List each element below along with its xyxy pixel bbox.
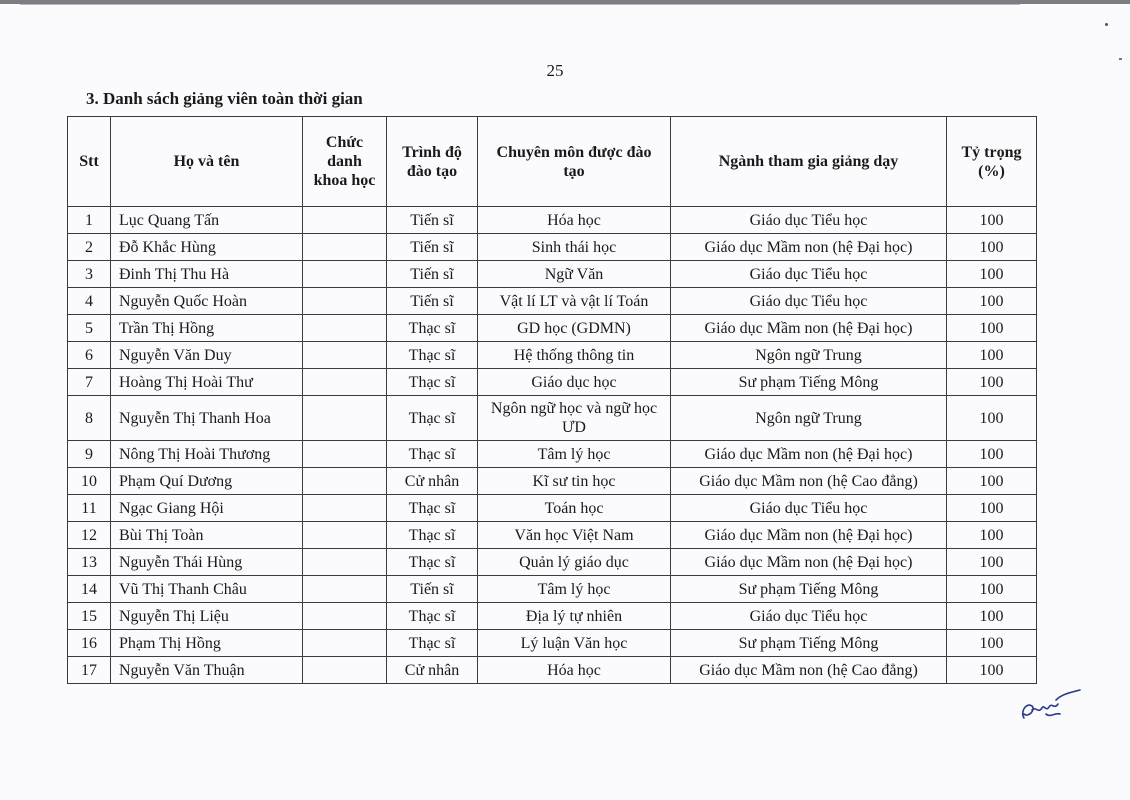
cell-stt: 11 xyxy=(68,495,111,522)
table-row xyxy=(68,630,1037,657)
cell-academic-title xyxy=(303,630,387,657)
table-header-row xyxy=(68,117,1037,207)
cell-teaching-field: Giáo dục Mầm non (hệ Đại học) xyxy=(671,522,947,549)
cell-stt: 4 xyxy=(68,288,111,315)
cell-specialty: Toán học xyxy=(478,495,671,522)
table-row xyxy=(68,657,1037,684)
cell-degree: Thạc sĩ xyxy=(387,630,478,657)
cell-ratio: 100 xyxy=(947,657,1037,684)
cell-name: Phạm Quí Dương xyxy=(111,468,303,495)
cell-name: Trần Thị Hồng xyxy=(111,315,303,342)
faculty-table xyxy=(67,116,1037,684)
table-row xyxy=(68,495,1037,522)
cell-specialty: Kĩ sư tin học xyxy=(478,468,671,495)
header-teaching-field: Ngành tham gia giảng dạy xyxy=(671,117,947,207)
cell-name: Lục Quang Tấn xyxy=(111,207,303,234)
cell-teaching-field: Giáo dục Mầm non (hệ Đại học) xyxy=(671,441,947,468)
cell-academic-title xyxy=(303,288,387,315)
cell-academic-title xyxy=(303,522,387,549)
cell-degree: Thạc sĩ xyxy=(387,549,478,576)
cell-specialty: Ngữ Văn xyxy=(478,261,671,288)
cell-academic-title xyxy=(303,342,387,369)
cell-specialty: Tâm lý học xyxy=(478,576,671,603)
cell-stt: 5 xyxy=(68,315,111,342)
cell-stt: 6 xyxy=(68,342,111,369)
cell-ratio: 100 xyxy=(947,522,1037,549)
cell-academic-title xyxy=(303,576,387,603)
cell-ratio: 100 xyxy=(947,549,1037,576)
table-row xyxy=(68,396,1037,441)
cell-ratio: 100 xyxy=(947,369,1037,396)
cell-name: Hoàng Thị Hoài Thư xyxy=(111,369,303,396)
table-row xyxy=(68,549,1037,576)
cell-academic-title xyxy=(303,369,387,396)
table-row xyxy=(68,522,1037,549)
cell-teaching-field: Giáo dục Tiểu học xyxy=(671,261,947,288)
cell-teaching-field: Giáo dục Mầm non (hệ Đại học) xyxy=(671,315,947,342)
cell-ratio: 100 xyxy=(947,468,1037,495)
header-stt: Stt xyxy=(68,117,111,207)
cell-teaching-field: Sư phạm Tiếng Mông xyxy=(671,576,947,603)
cell-ratio: 100 xyxy=(947,261,1037,288)
cell-stt: 14 xyxy=(68,576,111,603)
cell-ratio: 100 xyxy=(947,288,1037,315)
cell-specialty: Lý luận Văn học xyxy=(478,630,671,657)
table-row xyxy=(68,288,1037,315)
cell-name: Đỗ Khắc Hùng xyxy=(111,234,303,261)
cell-specialty: Địa lý tự nhiên xyxy=(478,603,671,630)
cell-teaching-field: Giáo dục Tiểu học xyxy=(671,207,947,234)
cell-specialty: Ngôn ngữ học và ngữ học ƯD xyxy=(478,396,671,441)
cell-specialty: Quản lý giáo dục xyxy=(478,549,671,576)
scan-speck xyxy=(1105,23,1108,26)
cell-stt: 8 xyxy=(68,396,111,441)
cell-degree: Cử nhân xyxy=(387,468,478,495)
cell-teaching-field: Giáo dục Tiểu học xyxy=(671,495,947,522)
page-number: 25 xyxy=(546,61,564,80)
cell-stt: 10 xyxy=(68,468,111,495)
scan-edge-line xyxy=(20,4,1020,5)
cell-name: Nguyễn Thị Thanh Hoa xyxy=(111,396,303,441)
cell-specialty: Hệ thống thông tin xyxy=(478,342,671,369)
cell-stt: 2 xyxy=(68,234,111,261)
cell-specialty: Vật lí LT và vật lí Toán xyxy=(478,288,671,315)
table-row xyxy=(68,234,1037,261)
cell-academic-title xyxy=(303,495,387,522)
table-row xyxy=(68,369,1037,396)
cell-ratio: 100 xyxy=(947,495,1037,522)
cell-stt: 15 xyxy=(68,603,111,630)
cell-stt: 3 xyxy=(68,261,111,288)
cell-ratio: 100 xyxy=(947,576,1037,603)
cell-degree: Tiến sĩ xyxy=(387,234,478,261)
cell-stt: 13 xyxy=(68,549,111,576)
header-academic-title: Chức danh khoa học xyxy=(303,117,387,207)
cell-teaching-field: Ngôn ngữ Trung xyxy=(671,396,947,441)
cell-teaching-field: Giáo dục Tiểu học xyxy=(671,603,947,630)
cell-academic-title xyxy=(303,549,387,576)
cell-name: Nguyễn Thị Liệu xyxy=(111,603,303,630)
cell-stt: 9 xyxy=(68,441,111,468)
cell-degree: Thạc sĩ xyxy=(387,396,478,441)
cell-specialty: Sinh thái học xyxy=(478,234,671,261)
cell-teaching-field: Ngôn ngữ Trung xyxy=(671,342,947,369)
cell-name: Nguyễn Thái Hùng xyxy=(111,549,303,576)
table-row xyxy=(68,315,1037,342)
cell-ratio: 100 xyxy=(947,603,1037,630)
cell-ratio: 100 xyxy=(947,315,1037,342)
cell-degree: Thạc sĩ xyxy=(387,495,478,522)
cell-teaching-field: Sư phạm Tiếng Mông xyxy=(671,369,947,396)
header-specialty: Chuyên môn được đào tạo xyxy=(478,117,671,207)
cell-academic-title xyxy=(303,468,387,495)
cell-academic-title xyxy=(303,207,387,234)
scan-speck xyxy=(1119,58,1122,60)
cell-degree: Thạc sĩ xyxy=(387,522,478,549)
cell-academic-title xyxy=(303,396,387,441)
cell-degree: Tiến sĩ xyxy=(387,576,478,603)
cell-degree: Thạc sĩ xyxy=(387,441,478,468)
cell-degree: Tiến sĩ xyxy=(387,261,478,288)
cell-stt: 16 xyxy=(68,630,111,657)
cell-stt: 17 xyxy=(68,657,111,684)
cell-academic-title xyxy=(303,261,387,288)
cell-ratio: 100 xyxy=(947,396,1037,441)
cell-name: Đinh Thị Thu Hà xyxy=(111,261,303,288)
cell-degree: Tiến sĩ xyxy=(387,207,478,234)
table-row xyxy=(68,468,1037,495)
cell-specialty: Giáo dục học xyxy=(478,369,671,396)
cell-teaching-field: Giáo dục Mầm non (hệ Cao đẳng) xyxy=(671,468,947,495)
cell-teaching-field: Giáo dục Tiểu học xyxy=(671,288,947,315)
cell-name: Phạm Thị Hồng xyxy=(111,630,303,657)
cell-stt: 1 xyxy=(68,207,111,234)
cell-academic-title xyxy=(303,657,387,684)
table-row xyxy=(68,261,1037,288)
table-row xyxy=(68,576,1037,603)
cell-name: Bùi Thị Toàn xyxy=(111,522,303,549)
cell-degree: Thạc sĩ xyxy=(387,342,478,369)
handwritten-initials-icon xyxy=(1016,684,1082,730)
cell-name: Nguyễn Văn Duy xyxy=(111,342,303,369)
header-ratio: Tỷ trọng (%) xyxy=(947,117,1037,207)
cell-academic-title xyxy=(303,234,387,261)
cell-name: Vũ Thị Thanh Châu xyxy=(111,576,303,603)
cell-degree: Thạc sĩ xyxy=(387,315,478,342)
table-row xyxy=(68,441,1037,468)
table-row xyxy=(68,603,1037,630)
cell-degree: Thạc sĩ xyxy=(387,369,478,396)
cell-specialty: Tâm lý học xyxy=(478,441,671,468)
cell-academic-title xyxy=(303,441,387,468)
cell-degree: Thạc sĩ xyxy=(387,603,478,630)
cell-ratio: 100 xyxy=(947,234,1037,261)
section-title: 3. Danh sách giảng viên toàn thời gian xyxy=(86,89,363,108)
table-row xyxy=(68,207,1037,234)
cell-name: Nguyễn Quốc Hoàn xyxy=(111,288,303,315)
cell-specialty: Văn học Việt Nam xyxy=(478,522,671,549)
cell-specialty: Hóa học xyxy=(478,657,671,684)
cell-academic-title xyxy=(303,315,387,342)
cell-name: Nông Thị Hoài Thương xyxy=(111,441,303,468)
cell-name: Ngạc Giang Hội xyxy=(111,495,303,522)
cell-stt: 7 xyxy=(68,369,111,396)
cell-stt: 12 xyxy=(68,522,111,549)
header-degree: Trình độ đào tạo xyxy=(387,117,478,207)
cell-name: Nguyễn Văn Thuận xyxy=(111,657,303,684)
cell-specialty: Hóa học xyxy=(478,207,671,234)
cell-teaching-field: Giáo dục Mầm non (hệ Cao đẳng) xyxy=(671,657,947,684)
cell-teaching-field: Sư phạm Tiếng Mông xyxy=(671,630,947,657)
cell-teaching-field: Giáo dục Mầm non (hệ Đại học) xyxy=(671,234,947,261)
header-name: Họ và tên xyxy=(111,117,303,207)
cell-ratio: 100 xyxy=(947,630,1037,657)
cell-degree: Cử nhân xyxy=(387,657,478,684)
cell-academic-title xyxy=(303,603,387,630)
cell-ratio: 100 xyxy=(947,207,1037,234)
cell-specialty: GD học (GDMN) xyxy=(478,315,671,342)
cell-ratio: 100 xyxy=(947,441,1037,468)
cell-degree: Tiến sĩ xyxy=(387,288,478,315)
cell-teaching-field: Giáo dục Mầm non (hệ Đại học) xyxy=(671,549,947,576)
cell-ratio: 100 xyxy=(947,342,1037,369)
table-row xyxy=(68,342,1037,369)
